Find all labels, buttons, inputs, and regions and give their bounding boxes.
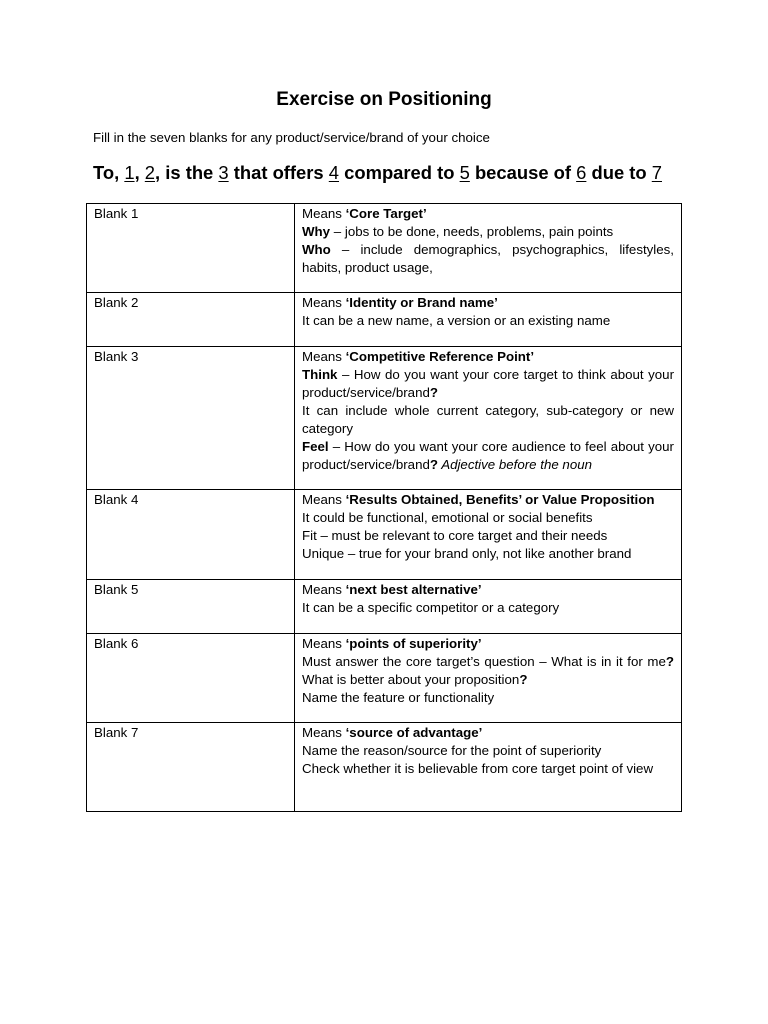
blank-label: Blank 1 xyxy=(87,204,295,293)
formula-text: that offers xyxy=(228,162,329,183)
formula-number: 7 xyxy=(651,162,662,183)
blank-meaning: ‘Results Obtained, Benefits’ or Value Proposition xyxy=(345,492,655,507)
blank-meaning: ‘source of advantage’ xyxy=(345,725,483,740)
blank-description: Means ‘next best alternative’ It can be a specific competitor or a category xyxy=(295,580,682,634)
blank-meaning: ‘Identity or Brand name’ xyxy=(345,295,498,310)
formula-text: , is the xyxy=(155,162,219,183)
blank-label: Blank 7 xyxy=(87,723,295,812)
blank-label: Blank 3 xyxy=(87,347,295,490)
blank-description: Means ‘Core Target’ Why – jobs to be done, needs, problems, pain points Who – include demographics, psychographics, lifestyles, habits, product usage, xyxy=(295,204,682,293)
formula-text: , xyxy=(134,162,145,183)
blank-meaning: ‘next best alternative’ xyxy=(345,582,482,597)
formula-number: 3 xyxy=(218,162,229,183)
blank-meaning: ‘points of superiority’ xyxy=(345,636,482,651)
formula-text: due to xyxy=(586,162,652,183)
formula-number: 2 xyxy=(144,162,156,183)
table-row xyxy=(87,580,682,634)
formula-number: 5 xyxy=(459,162,470,183)
blank-label: Blank 2 xyxy=(87,293,295,347)
blank-label: Blank 6 xyxy=(87,634,295,723)
page-title: Exercise on Positioning xyxy=(276,89,492,110)
table-row xyxy=(87,204,682,293)
blank-label: Blank 4 xyxy=(87,490,295,580)
formula-text: compared to xyxy=(339,162,460,183)
blanks-table xyxy=(86,203,682,812)
blank-meaning: ‘Competitive Reference Point’ xyxy=(345,349,535,364)
formula-text: To, xyxy=(93,162,125,183)
table-row xyxy=(87,293,682,347)
table-row xyxy=(87,723,682,812)
table-row xyxy=(87,347,682,490)
formula-text: because of xyxy=(469,162,577,183)
blank-label: Blank 5 xyxy=(87,580,295,634)
blank-description: Means ‘Results Obtained, Benefits’ or Value Proposition It could be functional, emotional or social benefits Fit – must be relevant to core target and their needs Unique – true for your brand only, not like another brand xyxy=(295,490,682,580)
instruction-text: Fill in the seven blanks for any product/service/brand of your choice xyxy=(93,130,490,145)
formula-number: 4 xyxy=(328,162,340,183)
blank-description: Means ‘source of advantage’ Name the reason/source for the point of superiority Check whether it is believable from core target point of view xyxy=(295,723,682,812)
table-row xyxy=(87,490,682,580)
blank-description: Means ‘Identity or Brand name’ It can be a new name, a version or an existing name xyxy=(295,293,682,347)
blank-description: Means ‘Competitive Reference Point’ Think – How do you want your core target to think about your product/service/brand? It can include whole current category, sub-category or new category Feel – How do you want your core audience to feel about your product/service/brand? Adjective before the noun xyxy=(295,347,682,490)
table-row xyxy=(87,634,682,723)
blank-meaning: ‘Core Target’ xyxy=(345,206,427,221)
formula-number: 6 xyxy=(576,162,587,183)
blank-description: Means ‘points of superiority’ Must answer the core target’s question – What is in it for me? What is better about your proposition? Name the feature or functionality xyxy=(295,634,682,723)
formula-number: 1 xyxy=(124,162,135,183)
positioning-formula xyxy=(93,162,662,184)
